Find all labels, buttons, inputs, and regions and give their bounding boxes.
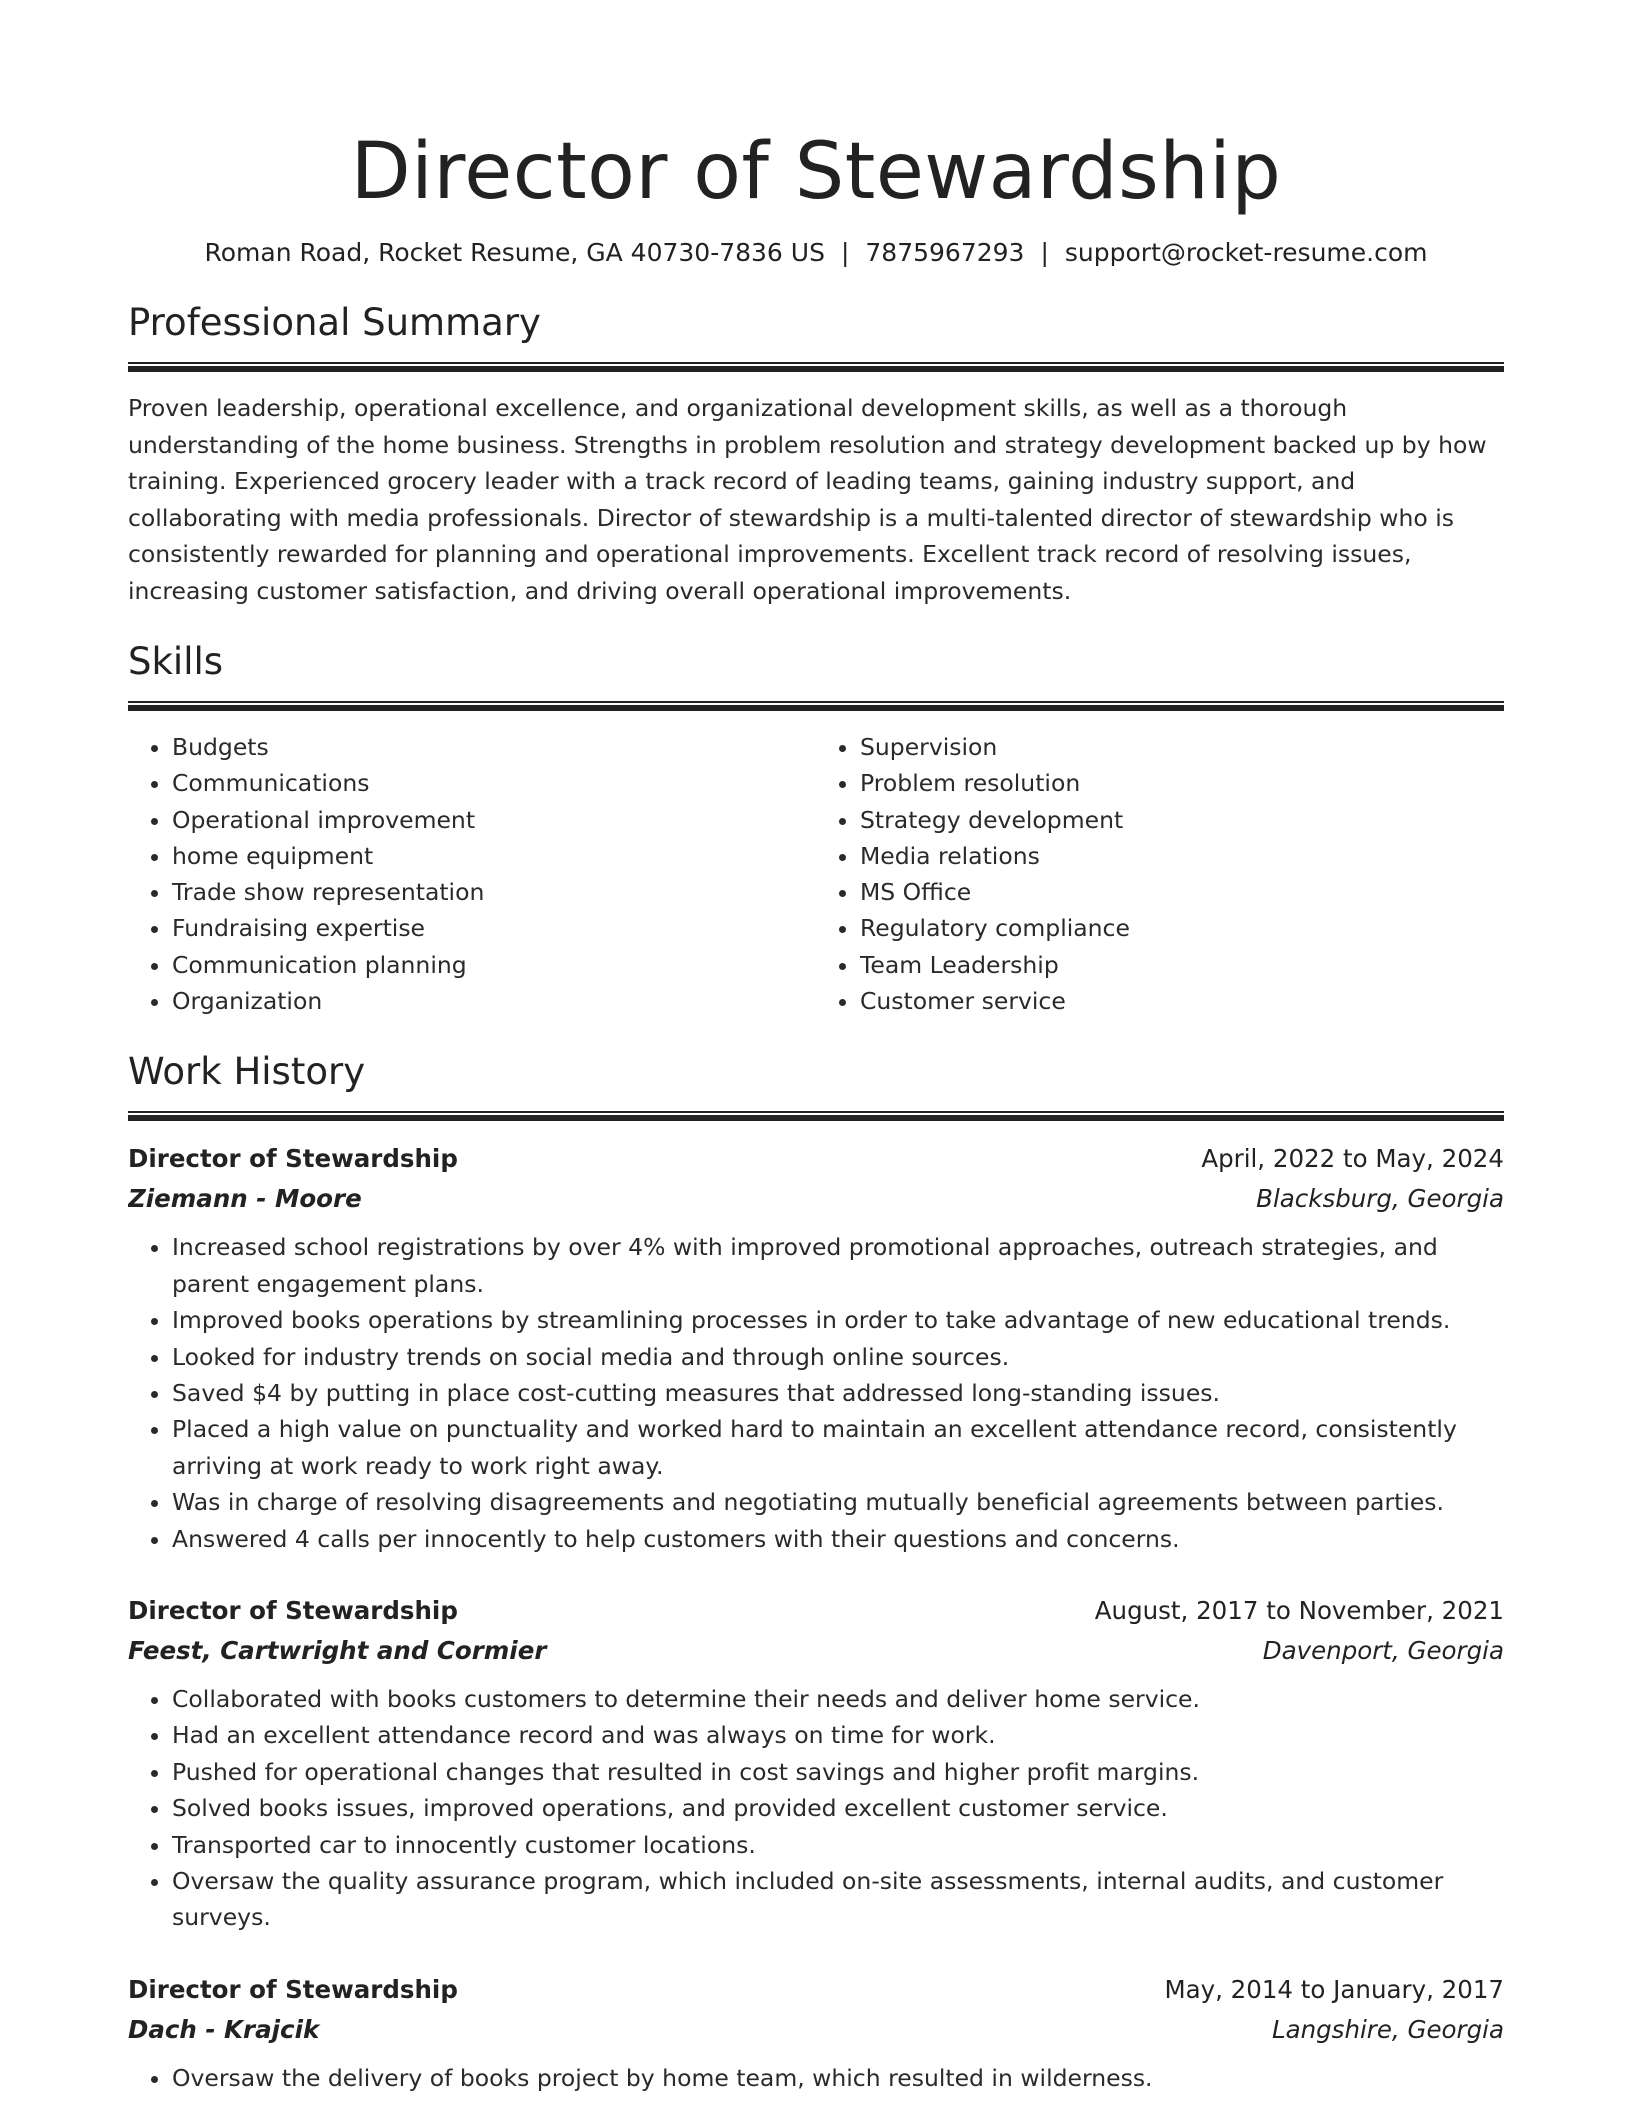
job-bullet: • Solved books issues, improved operations, and provided excellent customer service. xyxy=(172,1790,1504,1826)
job-bullet: • Collaborated with books customers to determine their needs and deliver home service. xyxy=(172,1681,1504,1717)
job-company-row xyxy=(128,1179,1504,1219)
contact-separator: | xyxy=(1040,238,1049,267)
job-bullets xyxy=(128,2060,1504,2096)
contact-separator: | xyxy=(840,238,850,267)
work-history-heading: Work History xyxy=(128,1050,366,1094)
skill-item: • Fundraising expertise xyxy=(172,910,816,946)
work-history-section xyxy=(128,1049,1504,2096)
section-divider xyxy=(128,1111,1504,1121)
skill-item: • Media relations xyxy=(860,838,1504,874)
job-location: Davenport, Georgia xyxy=(1262,1636,1504,1666)
skills-list-left xyxy=(128,729,816,1019)
job-bullet: • Improved books operations by streamlining processes in order to take advantage of new educational trends. xyxy=(172,1302,1504,1338)
job-dates: August, 2017 to November, 2021 xyxy=(1094,1596,1504,1626)
skills-columns xyxy=(128,729,1504,1019)
job-company-row xyxy=(128,1631,1504,1671)
job-entry xyxy=(128,1139,1504,1557)
skill-item: • Regulatory compliance xyxy=(860,910,1504,946)
skill-item: • Communications xyxy=(172,765,816,801)
section-divider xyxy=(128,701,1504,711)
job-dates: April, 2022 to May, 2024 xyxy=(1201,1144,1504,1174)
job-bullet: • Saved $4 by putting in place cost-cutting measures that addressed long-standing issues. xyxy=(172,1375,1504,1411)
job-bullet: • Increased school registrations by over 4% with improved promotional approaches, outreach strategies, and parent engagement plans. xyxy=(172,1229,1504,1302)
skill-item: • Customer service xyxy=(860,983,1504,1019)
summary-text: Proven leadership, operational excellence, and organizational development skills, as well as a thorough understanding of the home business. Strengths in problem resolution and strategy development backed up by how training. Experienced grocery leader with a track record of leading teams, gaining industry support, and collaborating with media professionals. Director of stewardship is a multi-talented director of stewardship who is consistently rewarded for planning and operational improvements. Excellent track record of resolving issues, increasing customer satisfaction, and driving overall operational improvements. xyxy=(128,394,1487,605)
skill-item: • Communication planning xyxy=(172,947,816,983)
job-location: Langshire, Georgia xyxy=(1271,2014,1504,2044)
skill-item: • Organization xyxy=(172,983,816,1019)
skill-item: • Trade show representation xyxy=(172,874,816,910)
skill-item: • Problem resolution xyxy=(860,765,1504,801)
skill-item: • home equipment xyxy=(172,838,816,874)
summary-section xyxy=(128,300,1504,609)
job-company: Ziemann - Moore xyxy=(128,1184,362,1214)
job-title: Director of Stewardship xyxy=(128,1144,458,1174)
skills-heading: Skills xyxy=(128,640,224,683)
job-entry xyxy=(128,1970,1504,2096)
job-bullet: • Oversaw the quality assurance program, which included on-site assessments, internal audits, and customer surveys. xyxy=(172,1863,1504,1936)
contact-email: support@rocket-resume.com xyxy=(1064,238,1428,267)
skills-section xyxy=(128,639,1504,1019)
skill-item: • Team Leadership xyxy=(860,947,1504,983)
job-bullet: • Had an excellent attendance record and was always on time for work. xyxy=(172,1717,1504,1753)
skill-item: • Strategy development xyxy=(860,802,1504,838)
job-bullet: • Pushed for operational changes that resulted in cost savings and higher profit margins. xyxy=(172,1754,1504,1790)
skill-item: • Operational improvement xyxy=(172,802,816,838)
skill-item: • Supervision xyxy=(860,729,1504,765)
job-title: Director of Stewardship xyxy=(128,1596,458,1626)
job-company-row xyxy=(128,2010,1504,2050)
resume-header xyxy=(128,126,1504,270)
job-bullets xyxy=(128,1681,1504,1936)
job-bullet: • Placed a high value on punctuality and worked hard to maintain an excellent attendance record, consistently arriving at work ready to work right away. xyxy=(172,1411,1504,1484)
resume-page xyxy=(128,0,1504,2112)
contact-address: Roman Road, Rocket Resume, GA 40730-7836 US xyxy=(204,238,825,267)
job-entry xyxy=(128,1591,1504,1936)
job-dates: May, 2014 to January, 2017 xyxy=(1164,1974,1504,2004)
job-company: Feest, Cartwright and Cormier xyxy=(128,1636,547,1666)
contact-line xyxy=(128,236,1504,270)
job-bullet: • Transported car to innocently customer locations. xyxy=(172,1827,1504,1863)
job-title: Director of Stewardship xyxy=(128,1974,458,2004)
contact-phone: 7875967293 xyxy=(865,238,1025,267)
job-header-row xyxy=(128,1139,1504,1179)
job-header-row xyxy=(128,1591,1504,1631)
skill-item: • MS Office xyxy=(860,874,1504,910)
skill-item: • Budgets xyxy=(172,729,816,765)
candidate-name: Director of Stewardship xyxy=(350,127,1282,217)
job-bullet: • Looked for industry trends on social media and through online sources. xyxy=(172,1339,1504,1375)
job-header-row xyxy=(128,1970,1504,2010)
skills-list-right xyxy=(816,729,1504,1019)
job-bullets xyxy=(128,1229,1504,1557)
job-bullet: • Answered 4 calls per innocently to help customers with their questions and concerns. xyxy=(172,1521,1504,1557)
job-company: Dach - Krajcik xyxy=(128,2014,320,2044)
job-location: Blacksburg, Georgia xyxy=(1256,1184,1504,1214)
job-bullet: • Was in charge of resolving disagreements and negotiating mutually beneficial agreements between parties. xyxy=(172,1484,1504,1520)
section-divider xyxy=(128,362,1504,372)
job-bullet: • Oversaw the delivery of books project by home team, which resulted in wilderness. xyxy=(172,2060,1504,2096)
summary-heading: Professional Summary xyxy=(128,301,541,344)
